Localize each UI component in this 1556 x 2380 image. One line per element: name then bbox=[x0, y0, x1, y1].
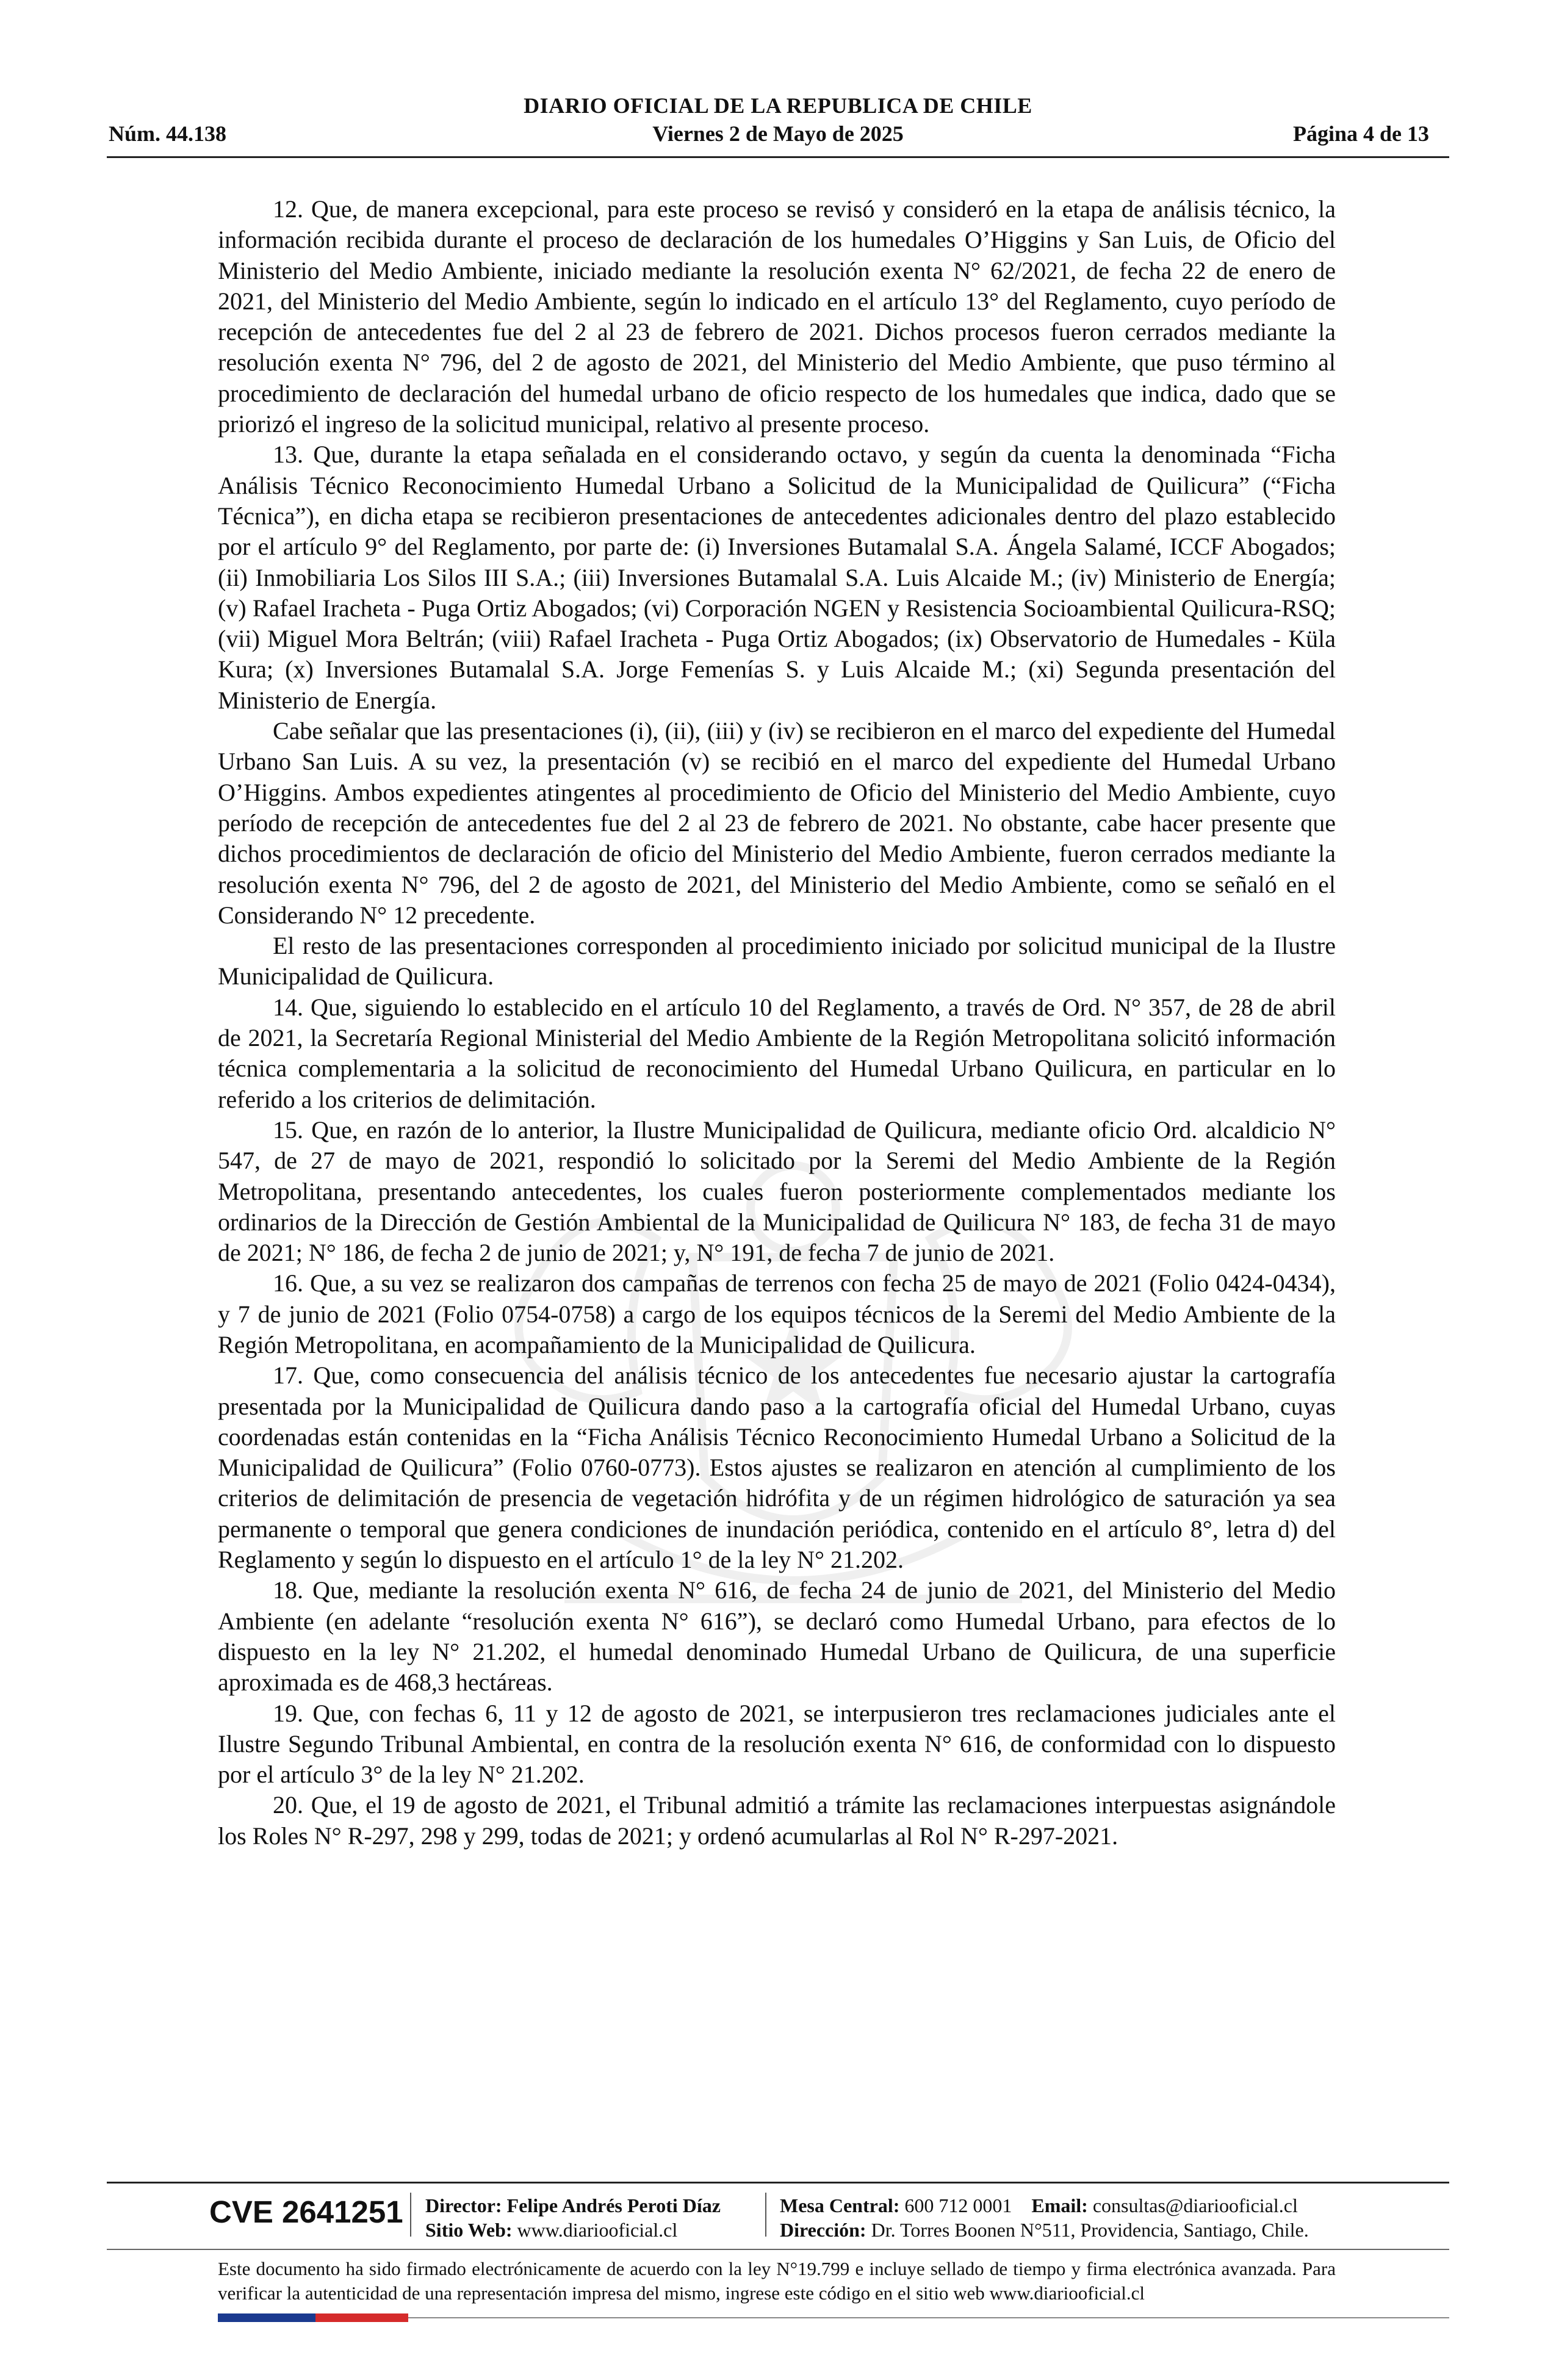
footer-contact-block bbox=[780, 2193, 1309, 2242]
flag-stripe-red bbox=[315, 2313, 408, 2322]
publication-date: Viernes 2 de Mayo de 2025 bbox=[652, 121, 904, 146]
paragraph-15: 15. Que, en razón de lo anterior, la Ilustre Municipalidad de Quilicura, mediante oficio Ord. alcaldicio N° 547, de 27 de mayo de 2021, respondió lo solicitado por la Seremi del Medio Ambiente de la Región Metropolitana, presentando antecedentes, los cuales fueron posteriormente complementados mediante los ordinarios de la Dirección de Gestión Ambiental de la Municipalidad de Quilicura N° 183, de fecha 31 de mayo de 2021; N° 186, de fecha 2 de junio de 2021; y, N° 191, de fecha 7 de junio de 2021. bbox=[218, 1116, 1336, 1267]
address-label: Dirección: bbox=[780, 2219, 866, 2241]
paragraph-20: 20. Que, el 19 de agosto de 2021, el Tribunal admitió a trámite las reclamaciones interpuestas asignándole los Roles N° R-297, 298 y 299, todas de 2021; y ordenó acumularlas al Rol N° R-297-2021. bbox=[218, 1791, 1336, 1850]
paragraph-12: 12. Que, de manera excepcional, para este proceso se revisó y consideró en la etapa de análisis técnico, la información recibida durante el proceso de declaración de los humedales O’Higgins y San Luis, de Oficio del Ministerio del Medio Ambiente, iniciado mediante la resolución exenta N° 62/2021, de fecha 22 de enero de 2021, del Ministerio del Medio Ambiente, según lo indicado en el artículo 13° del Reglamento, cuyo período de recepción de antecedentes fue del 2 al 23 de febrero de 2021. Dichos procesos fueron cerrados mediante la resolución exenta N° 796, del 2 de agosto de 2021, del Ministerio del Medio Ambiente, que puso término al procedimiento de declaración del humedal urbano de oficio respecto de los humedales que indica, dado que se priorizó el ingreso de la solicitud municipal, relativo al presente proceso. bbox=[218, 195, 1336, 438]
publication-title: DIARIO OFICIAL DE LA REPUBLICA DE CHILE bbox=[524, 93, 1032, 118]
document-body bbox=[218, 194, 1336, 1852]
header-divider bbox=[107, 156, 1449, 158]
email-link[interactable]: consultas@diariooficial.cl bbox=[1092, 2194, 1298, 2216]
footer-bottom-line bbox=[408, 2317, 1449, 2318]
paragraph-13: 13. Que, durante la etapa señalada en el considerando octavo, y según da cuenta la denominada “Ficha Análisis Técnico Reconocimiento Humedal Urbano a Solicitud de la Municipalidad de Quilicura” (“Ficha Técnica”), en dicha etapa se recibieron presentaciones de antecedentes adicionales dentro del plazo establecido por el artículo 9° del Reglamento, por parte de: (i) Inversiones Butamalal S.A. Ángela Salamé, ICCF Abogados; (ii) Inmobiliaria Los Silos III S.A.; (iii) Inversiones Butamalal S.A. Luis Alcaide M.; (iv) Ministerio de Energía; (v) Rafael Iracheta - Puga Ortiz Abogados; (vi) Corporación NGEN y Resistencia Socioambiental Quilicura-RSQ; (vii) Miguel Mora Beltrán; (viii) Rafael Iracheta - Puga Ortiz Abogados; (ix) Observatorio de Humedales - Küla Kura; (x) Inversiones Butamalal S.A. Jorge Femenías S. y Luis Alcaide M.; (xi) Segunda presentación del Ministerio de Energía. bbox=[218, 441, 1336, 714]
paragraph-14: 14. Que, siguiendo lo establecido en el artículo 10 del Reglamento, a través de Ord. N° 357, de 28 de abril de 2021, la Secretaría Regional Ministerial del Medio Ambiente de la Región Metropolitana solicitó información técnica complementaria a la solicitud de reconocimiento del Humedal Urbano Quilicura, en particular en lo referido a los criterios de delimitación. bbox=[218, 993, 1336, 1113]
phone-label: Mesa Central: bbox=[780, 2194, 900, 2216]
page-indicator: Página 4 de 13 bbox=[1292, 121, 1429, 146]
signature-note: Este documento ha sido firmado electrónicamente de acuerdo con la ley N°19.799 e incluye sellado de tiempo y firma electrónica avanzada. Para verificar la autenticidad de una representación impresa del mismo, ingrese este código en el sitio web www.diariooficial.cl bbox=[218, 2258, 1336, 2304]
paragraph-13-rest: El resto de las presentaciones corresponden al procedimiento iniciado por solicitud municipal de la Ilustre Municipalidad de Quilicura. bbox=[218, 932, 1336, 990]
site-label: Sitio Web: bbox=[425, 2219, 513, 2241]
paragraph-19: 19. Que, con fechas 6, 11 y 12 de agosto de 2021, se interpusieron tres reclamaciones judiciales ante el Ilustre Segundo Tribunal Ambiental, en contra de la resolución exenta N° 616, de conformidad con lo dispuesto por el artículo 3° de la ley N° 21.202. bbox=[218, 1699, 1336, 1789]
director-label: Director: bbox=[425, 2194, 502, 2216]
footer-director-block bbox=[425, 2193, 721, 2242]
paragraph-17: 17. Que, como consecuencia del análisis técnico de los antecedentes fue necesario ajustar la cartografía presentada por la Municipalidad de Quilicura dando paso a la cartografía oficial del Humedal Urbano, cuyas coordenadas están contenidas en la “Ficha Análisis Técnico Reconocimiento Humedal Urbano a Solicitud de la Municipalidad de Quilicura” (Folio 0760-0773). Estos ajustes se realizaron en atención al cumplimiento de los criterios de delimitación de presencia de vegetación hidrófita y de un régimen hidrológico de saturación ya sea permanente o temporal que genera condiciones de inundación periódica, contenido en el artículo 8°, letra d) del Reglamento y según lo dispuesto en el artículo 1° de la ley N° 21.202. bbox=[218, 1361, 1336, 1574]
site-link[interactable]: www.diariooficial.cl bbox=[517, 2219, 678, 2241]
footer-divider-top bbox=[107, 2182, 1449, 2183]
phone-value: 600 712 0001 bbox=[904, 2194, 1012, 2216]
footer-divider-bottom bbox=[107, 2249, 1449, 2250]
paragraph-13-note: Cabe señalar que las presentaciones (i), (ii), (iii) y (iv) se recibieron en el marco del expediente del Humedal Urbano San Luis. A su vez, la presentación (v) se recibió en el marco del expediente del Humedal Urbano O’Higgins. Ambos expedientes atingentes al procedimiento de Oficio del Ministerio del Medio Ambiente, cuyo período de recepción de antecedentes fue del 2 al 23 de febrero de 2021. No obstante, cabe hacer presente que dichos procedimientos de declaración de oficio del Ministerio del Medio Ambiente, fueron cerrados mediante la resolución exenta N° 796, del 2 de agosto de 2021, del Ministerio del Medio Ambiente, como se señaló en el Considerando N° 12 precedente. bbox=[218, 717, 1336, 929]
cve-code: CVE 2641251 bbox=[209, 2194, 403, 2229]
flag-stripe-blue bbox=[218, 2313, 315, 2322]
footer-separator bbox=[765, 2193, 766, 2237]
director-name: Felipe Andrés Peroti Díaz bbox=[506, 2194, 721, 2216]
paragraph-16: 16. Que, a su vez se realizaron dos campañas de terrenos con fecha 25 de mayo de 2021 (Folio 0424-0434), y 7 de junio de 2021 (Folio 0754-0758) a cargo de los equipos técnicos de la Seremi del Medio Ambiente de la Región Metropolitana, en acompañamiento de la Municipalidad de Quilicura. bbox=[218, 1269, 1336, 1358]
paragraph-18: 18. Que, mediante la resolución exenta N° 616, de fecha 24 de junio de 2021, del Ministerio del Medio Ambiente (en adelante “resolución exenta N° 616”), se declaró como Humedal Urbano, para efectos de lo dispuesto en la ley N° 21.202, el humedal denominado Humedal Urbano de Quilicura, de una superficie aproximada es de 468,3 hectáreas. bbox=[218, 1576, 1336, 1697]
footer-separator bbox=[410, 2193, 411, 2237]
issue-number: Núm. 44.138 bbox=[109, 121, 227, 146]
email-label: Email: bbox=[1031, 2194, 1088, 2216]
address-value: Dr. Torres Boonen N°511, Providencia, Santiago, Chile. bbox=[871, 2219, 1309, 2241]
